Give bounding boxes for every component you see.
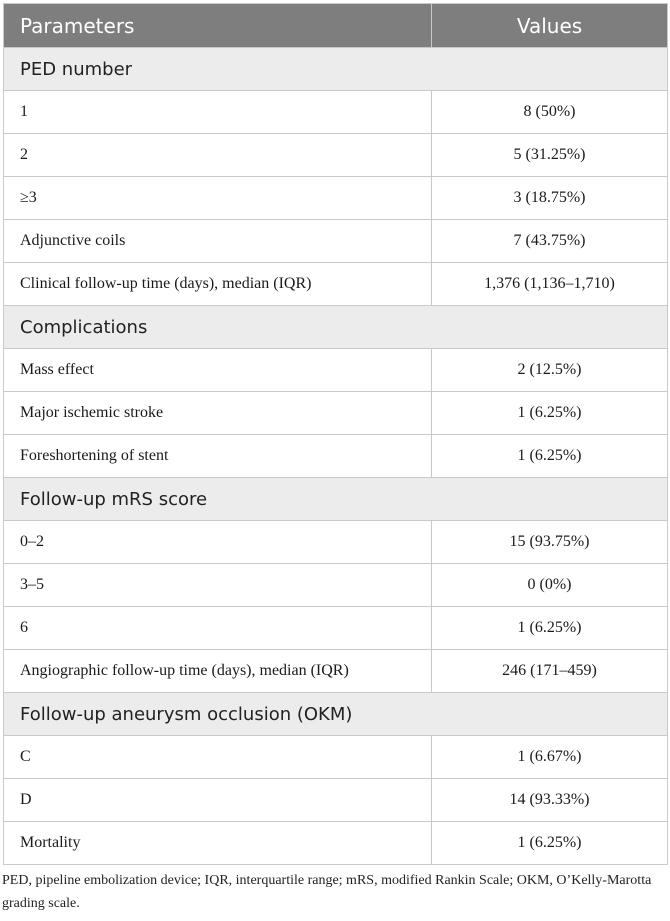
section-row [4,693,668,736]
section-title: Follow-up mRS score [4,478,668,521]
value-cell: 15 (93.75%) [432,521,668,564]
table-footnote: PED, pipeline embolization device; IQR, interquartile range; mRS, modified Rankin Scale; OKM, O’Kelly-Marotta grading scale. [2,873,652,911]
table-row [4,435,668,478]
value-cell: 1 (6.25%) [432,392,668,435]
param-cell: D [4,779,432,822]
section-row [4,478,668,521]
table-row [4,134,668,177]
value-cell: 2 (12.5%) [432,349,668,392]
param-cell: 1 [4,91,432,134]
param-cell: 6 [4,607,432,650]
table-row [4,349,668,392]
value-cell: 7 (43.75%) [432,220,668,263]
table-row [4,177,668,220]
param-cell: Major ischemic stroke [4,392,432,435]
results-table [3,3,668,865]
value-cell: 3 (18.75%) [432,177,668,220]
table-row [4,822,668,865]
table-header-row [4,4,668,48]
table-row [4,650,668,693]
section-title: PED number [4,48,668,91]
param-cell: Angiographic follow-up time (days), median (IQR) [4,650,432,693]
table-row [4,392,668,435]
value-cell: 1 (6.67%) [432,736,668,779]
value-cell: 1 (6.25%) [432,435,668,478]
param-cell: Clinical follow-up time (days), median (IQR) [4,263,432,306]
param-cell: Mass effect [4,349,432,392]
table-row [4,91,668,134]
param-cell: Mortality [4,822,432,865]
param-cell: 3–5 [4,564,432,607]
value-cell: 1 (6.25%) [432,607,668,650]
section-row [4,306,668,349]
header-parameters: Parameters [4,4,432,48]
table-row [4,779,668,822]
param-cell: 2 [4,134,432,177]
table-row [4,564,668,607]
param-cell: ≥3 [4,177,432,220]
value-cell: 5 (31.25%) [432,134,668,177]
param-cell: Foreshortening of stent [4,435,432,478]
param-cell: Adjunctive coils [4,220,432,263]
section-title: Complications [4,306,668,349]
table-row [4,521,668,564]
value-cell: 1,376 (1,136–1,710) [432,263,668,306]
table-row [4,263,668,306]
param-cell: C [4,736,432,779]
param-cell: 0–2 [4,521,432,564]
table-row [4,220,668,263]
table-row [4,736,668,779]
section-row [4,48,668,91]
value-cell: 8 (50%) [432,91,668,134]
value-cell: 14 (93.33%) [432,779,668,822]
value-cell: 246 (171–459) [432,650,668,693]
section-title: Follow-up aneurysm occlusion (OKM) [4,693,668,736]
value-cell: 0 (0%) [432,564,668,607]
value-cell: 1 (6.25%) [432,822,668,865]
header-values: Values [432,4,668,48]
table-row [4,607,668,650]
